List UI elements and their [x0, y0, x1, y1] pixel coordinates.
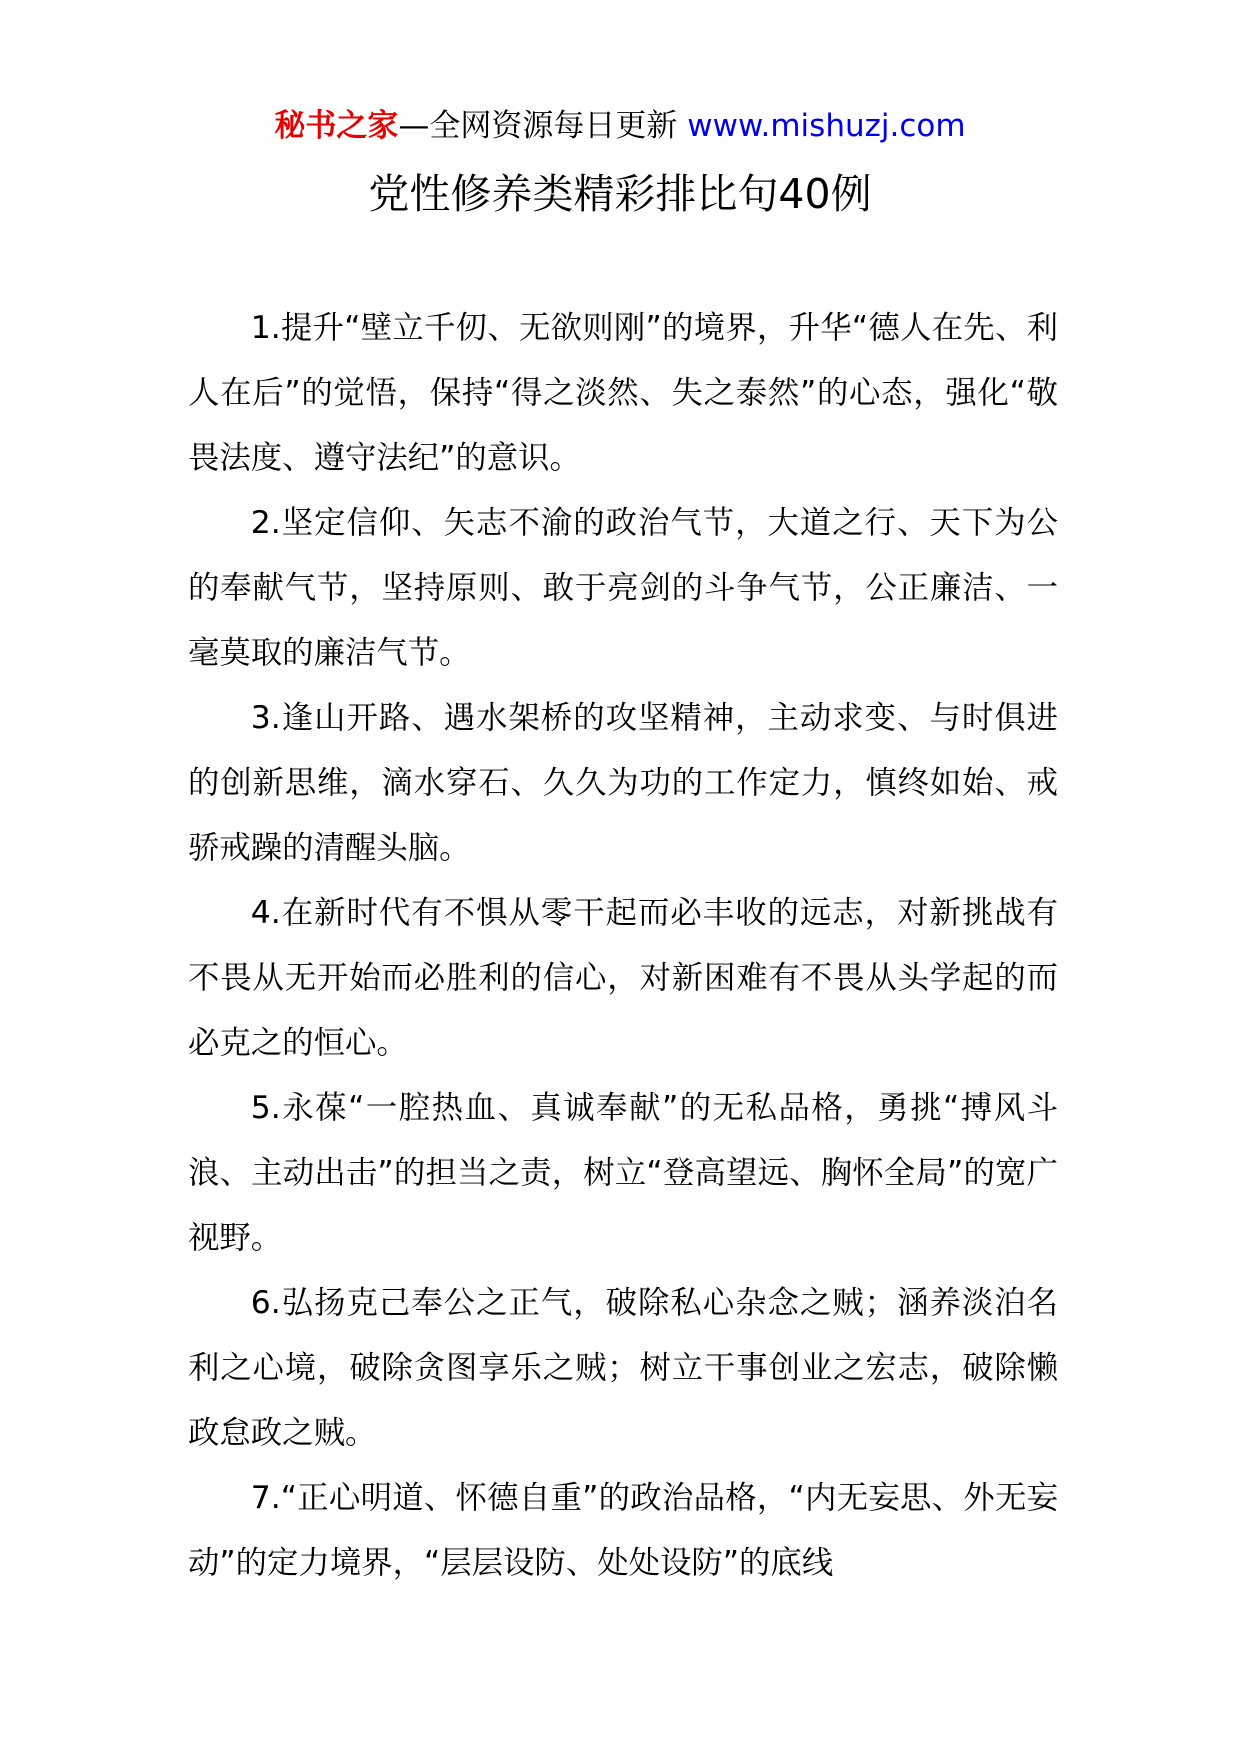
paragraph-1: 1.提升“壁立千仞、无欲则刚”的境界，升华“德人在先、利人在后”的觉悟，保持“得之淡然、失之泰然”的心态，强化“敬畏法度、遵守法纪”的意识。	[188, 310, 1058, 476]
paragraph-5: 5.永葆“一腔热血、真诚奉献”的无私品格，勇挑“搏风斗浪、主动出击”的担当之责，树立“登高望远、胸怀全局”的宽广视野。	[188, 1090, 1058, 1256]
paragraph-6: 6.弘扬克己奉公之正气，破除私心杂念之贼；涵养淡泊名利之心境，破除贪图享乐之贼；树立干事创业之宏志，破除懒政怠政之贼。	[188, 1285, 1058, 1451]
site-header	[0, 103, 1240, 149]
brand-name: 秘书之家	[274, 108, 399, 144]
paragraph-4: 4.在新时代有不惧从零干起而必丰收的远志，对新挑战有不畏从无开始而必胜利的信心，对新困难有不畏从头学起的而必克之的恒心。	[188, 895, 1058, 1061]
document-title: 党性修养类精彩排比句40例	[368, 170, 872, 218]
header-tagline: —全网资源每日更新	[398, 108, 688, 144]
paragraph-3: 3.逢山开路、遇水架桥的攻坚精神，主动求变、与时俱进的创新思维，滴水穿石、久久为功的工作定力，慎终如始、戒骄戒躁的清醒头脑。	[188, 700, 1058, 866]
paragraph-7: 7.“正心明道、怀德自重”的政治品格，“内无妄思、外无妄动”的定力境界，“层层设防、处处设防”的底线	[188, 1480, 1058, 1581]
paragraph-2: 2.坚定信仰、矢志不渝的政治气节，大道之行、天下为公的奉献气节，坚持原则、敢于亮剑的斗争气节，公正廉洁、一毫莫取的廉洁气节。	[188, 505, 1058, 671]
site-url[interactable]: www.mishuzj.com	[687, 108, 966, 144]
document-body	[188, 296, 1058, 1596]
